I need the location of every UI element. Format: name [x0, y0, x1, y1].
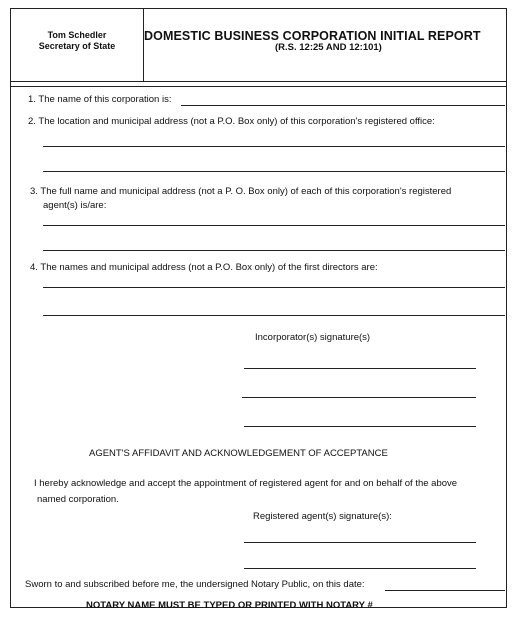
header-divider [10, 86, 507, 87]
registered-office-line-2[interactable] [43, 171, 505, 172]
incorporator-signature-line-3[interactable] [244, 426, 476, 427]
registered-agent-line-1[interactable] [43, 225, 505, 226]
incorporator-signature-label: Incorporator(s) signature(s) [255, 332, 371, 343]
incorporator-signature-line-2[interactable] [242, 397, 476, 398]
registered-office-line-1[interactable] [43, 146, 505, 147]
form-subtitle: (R.S. 12:25 AND 12:101) [275, 42, 382, 53]
notary-date-field[interactable] [385, 590, 505, 591]
official-title: Secretary of State [38, 41, 116, 51]
first-directors-line-1[interactable] [43, 287, 505, 288]
affidavit-body-line-2: named corporation. [37, 494, 119, 505]
registered-agent-line-2[interactable] [43, 250, 505, 251]
agent-signature-label: Registered agent(s) signature(s): [253, 511, 392, 522]
sworn-statement: Sworn to and subscribed before me, the undersigned Notary Public, on this date: [25, 579, 365, 590]
form-header [10, 8, 507, 82]
official-name: Tom Schedler [47, 30, 107, 40]
agent-signature-line-1[interactable] [244, 542, 476, 543]
affidavit-heading: AGENT'S AFFIDAVIT AND ACKNOWLEDGEMENT OF ACCEPTANCE [89, 448, 388, 459]
agent-signature-line-2[interactable] [244, 568, 476, 569]
item-1-label: 1. The name of this corporation is: [28, 94, 172, 105]
item-4-label: 4. The names and municipal address (not a P.O. Box only) of the first directors are: [30, 262, 378, 273]
first-directors-line-2[interactable] [43, 315, 505, 316]
corporation-name-field[interactable] [181, 105, 505, 106]
official-box [10, 8, 144, 81]
incorporator-signature-line-1[interactable] [244, 368, 476, 369]
notary-notice: NOTARY NAME MUST BE TYPED OR PRINTED WITH NOTARY # [86, 600, 373, 611]
item-3-label: 3. The full name and municipal address (not a P. O. Box only) of each of this corporation's registered [30, 186, 452, 197]
item-3-label-continued: agent(s) is/are: [43, 200, 107, 211]
affidavit-body-line-1: I hereby acknowledge and accept the appointment of registered agent for and on behalf of the above [34, 478, 458, 489]
form-title: DOMESTIC BUSINESS CORPORATION INITIAL REPORT [144, 29, 481, 43]
item-2-label: 2. The location and municipal address (not a P.O. Box only) of this corporation's registered office: [28, 116, 435, 127]
